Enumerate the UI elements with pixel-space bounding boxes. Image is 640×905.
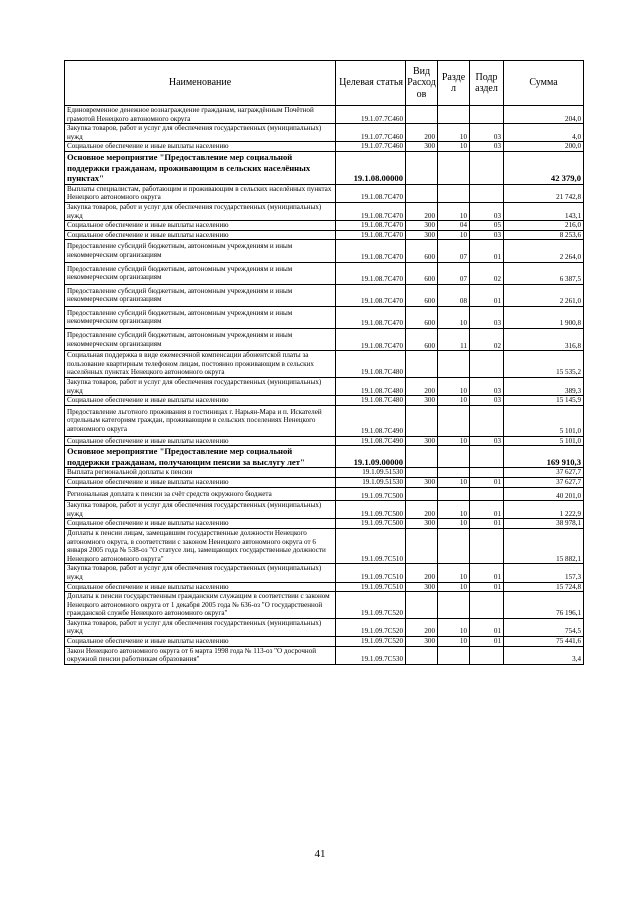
table-row [65,230,584,240]
row-target-article: 19.1.09.51530 [336,468,406,478]
row-section [438,184,470,202]
row-sum: 169 910,3 [504,446,584,468]
row-sum: 157,3 [504,564,584,582]
row-target-article: 19.1.09.7С530 [336,646,406,664]
row-target-article: 19.1.08.7С490 [336,436,406,446]
row-name: Закупка товаров, работ и услуг для обеспечения государственных (муниципальных) нужд [65,564,336,582]
row-target-article: 19.1.07.7С460 [336,142,406,152]
row-target-article: 19.1.08.7С470 [336,329,406,351]
row-sum: 1 222,9 [504,501,584,519]
row-subsection: 01 [470,564,504,582]
row-expense-type [406,151,438,184]
row-target-article: 19.1.09.7С510 [336,582,406,592]
row-sum: 40 201,0 [504,487,584,501]
row-target-article: 19.1.09.7С500 [336,487,406,501]
table-row [65,646,584,664]
row-section: 10 [438,230,470,240]
budget-table [64,60,584,665]
row-target-article: 19.1.09.7С520 [336,618,406,636]
row-expense-type: 300 [406,519,438,529]
row-sum: 5 101,0 [504,436,584,446]
table-header-row [65,61,584,106]
row-name: Предоставление субсидий бюджетным, автономным учреждениям и иным некоммерческим организациям [65,306,336,328]
row-expense-type: 600 [406,306,438,328]
row-subsection [470,151,504,184]
row-name: Социальное обеспечение и иные выплаты населению [65,142,336,152]
row-subsection: 01 [470,618,504,636]
table-row [65,151,584,184]
row-expense-type: 600 [406,284,438,306]
row-sum: 143,1 [504,202,584,220]
row-expense-type [406,106,438,124]
row-name: Социальное обеспечение и иные выплаты населению [65,221,336,231]
table-body [65,106,584,665]
table-row [65,468,584,478]
row-section: 10 [438,501,470,519]
row-subsection [470,106,504,124]
row-subsection [470,592,504,619]
table-row [65,446,584,468]
header-target-article: Целевая статья [336,61,406,106]
row-name: Основное мероприятие "Предоставление мер социальной поддержки гражданам, получающим пенсии за выслугу лет" [65,446,336,468]
row-target-article: 19.1.08.7С480 [336,396,406,406]
row-name: Социальная поддержка в виде ежемесячной компенсации абонентской платы за пользование квартирным телефоном лицам, постоянно проживающим в сельских населённых пунктах Ненецкого автономного округа [65,351,336,378]
row-expense-type [406,468,438,478]
row-sum: 37 627,7 [504,477,584,487]
row-expense-type: 300 [406,396,438,406]
row-name: Социальное обеспечение и иные выплаты населению [65,477,336,487]
row-sum: 21 742,8 [504,184,584,202]
table-row [65,240,584,262]
row-target-article: 19.1.08.7С470 [336,221,406,231]
row-target-article: 19.1.07.7С460 [336,124,406,142]
row-expense-type: 600 [406,262,438,284]
row-subsection [470,446,504,468]
row-name: Закупка товаров, работ и услуг для обеспечения государственных (муниципальных) нужд [65,378,336,396]
row-sum: 38 978,1 [504,519,584,529]
row-sum: 754,5 [504,618,584,636]
row-section: 10 [438,618,470,636]
row-target-article: 19.1.08.7С470 [336,284,406,306]
row-name: Закупка товаров, работ и услуг для обеспечения государственных (муниципальных) нужд [65,202,336,220]
row-sum: 1 900,8 [504,306,584,328]
row-expense-type [406,446,438,468]
row-section [438,592,470,619]
table-row [65,436,584,446]
row-subsection [470,487,504,501]
row-target-article: 19.1.09.7С500 [336,501,406,519]
row-target-article: 19.1.09.00000 [336,446,406,468]
table-row [65,221,584,231]
row-subsection: 05 [470,221,504,231]
row-name: Предоставление субсидий бюджетным, автономным учреждениям и иным некоммерческим организациям [65,329,336,351]
row-expense-type: 300 [406,142,438,152]
table-row [65,477,584,487]
row-section: 10 [438,477,470,487]
row-name: Социальное обеспечение и иные выплаты населению [65,436,336,446]
row-target-article: 19.1.08.00000 [336,151,406,184]
row-name: Закупка товаров, работ и услуг для обеспечения государственных (муниципальных) нужд [65,501,336,519]
row-sum: 8 253,6 [504,230,584,240]
row-section: 10 [438,142,470,152]
header-sum: Сумма [504,61,584,106]
row-subsection: 02 [470,329,504,351]
row-subsection: 03 [470,202,504,220]
row-expense-type [406,646,438,664]
row-section [438,351,470,378]
row-section [438,468,470,478]
row-section [438,646,470,664]
row-subsection [470,528,504,563]
row-expense-type: 300 [406,436,438,446]
table-row [65,329,584,351]
row-expense-type [406,592,438,619]
row-target-article: 19.1.08.7С470 [336,306,406,328]
row-expense-type: 200 [406,501,438,519]
table-row [65,351,584,378]
row-name: Предоставление льготного проживания в гостиницах г. Нарьян-Мара и п. Искателей отдельным категориям граждан, проживающим в сельских поселениях Ненецкого автономного округа [65,405,336,436]
row-sum: 316,8 [504,329,584,351]
row-name: Социальное обеспечение и иные выплаты населению [65,637,336,647]
row-sum: 389,3 [504,378,584,396]
row-name: Доплаты к пенсии лицам, замещавшим государственные должности Ненецкого автономного округа, в соответствии с законом Ненецкого автономного округа от 6 января 2005 года № 538-оз "О статусе лиц, замещающих государственные должности Ненецкого автономного округа" [65,528,336,563]
header-subsection: Подр аздел [470,61,504,106]
row-name: Доплаты к пенсии государственным гражданским служащим в соответствии с законом Ненецкого автономного округа от 1 декабря 2005 года № 636-оз "О государственной гражданской службе Ненецкого автономного округа" [65,592,336,619]
row-subsection: 01 [470,582,504,592]
row-name: Региональная доплата к пенсии за счёт средств окружного бюджета [65,487,336,501]
table-row [65,184,584,202]
row-name: Социальное обеспечение и иные выплаты населению [65,582,336,592]
row-section: 10 [438,202,470,220]
row-section [438,106,470,124]
row-section: 10 [438,564,470,582]
row-expense-type: 200 [406,378,438,396]
row-sum: 216,0 [504,221,584,231]
row-sum: 200,0 [504,142,584,152]
row-expense-type: 300 [406,221,438,231]
row-target-article: 19.1.08.7С470 [336,262,406,284]
row-subsection: 01 [470,519,504,529]
row-target-article: 19.1.09.51530 [336,477,406,487]
table-row [65,564,584,582]
row-sum: 15 145,9 [504,396,584,406]
row-section: 08 [438,284,470,306]
row-subsection: 03 [470,230,504,240]
row-expense-type [406,405,438,436]
row-target-article: 19.1.09.7С500 [336,519,406,529]
table-row [65,378,584,396]
row-section: 04 [438,221,470,231]
row-expense-type: 200 [406,124,438,142]
row-target-article: 19.1.08.7С470 [336,240,406,262]
row-name: Предоставление субсидий бюджетным, автономным учреждениям и иным некоммерческим организациям [65,262,336,284]
table-row [65,618,584,636]
row-sum: 15 882,1 [504,528,584,563]
row-target-article: 19.1.09.7С520 [336,592,406,619]
row-subsection: 01 [470,240,504,262]
row-section [438,528,470,563]
table-row [65,528,584,563]
table-row [65,396,584,406]
row-expense-type: 200 [406,202,438,220]
table-row [65,582,584,592]
row-expense-type: 300 [406,477,438,487]
row-sum: 3,4 [504,646,584,664]
row-sum: 2 264,0 [504,240,584,262]
row-subsection: 03 [470,436,504,446]
row-subsection: 03 [470,306,504,328]
table-row [65,405,584,436]
row-name: Единовременное денежное вознаграждение гражданам, награждённым Почётной грамотой Ненецкого автономного округа [65,106,336,124]
row-expense-type: 300 [406,230,438,240]
row-name: Закупка товаров, работ и услуг для обеспечения государственных (муниципальных) нужд [65,618,336,636]
table-row [65,637,584,647]
row-name: Социальное обеспечение и иные выплаты населению [65,519,336,529]
row-sum: 15 535,2 [504,351,584,378]
row-subsection [470,351,504,378]
row-sum: 5 101,0 [504,405,584,436]
row-target-article: 19.1.09.7С520 [336,637,406,647]
table-row [65,306,584,328]
budget-table-page [64,60,583,665]
row-section: 10 [438,378,470,396]
row-name: Предоставление субсидий бюджетным, автономным учреждениям и иным некоммерческим организациям [65,284,336,306]
row-expense-type: 200 [406,564,438,582]
row-subsection: 03 [470,124,504,142]
row-sum: 2 261,0 [504,284,584,306]
row-subsection: 01 [470,477,504,487]
table-row [65,124,584,142]
row-sum: 6 387,5 [504,262,584,284]
row-expense-type: 600 [406,329,438,351]
table-row [65,262,584,284]
row-name: Закон Ненецкого автономного округа от 6 марта 1998 года № 113-оз "О досрочной окружной пенсии работникам образования" [65,646,336,664]
row-section: 07 [438,240,470,262]
row-sum: 4,0 [504,124,584,142]
row-expense-type: 600 [406,240,438,262]
row-name: Выплаты специалистам, работающим и проживающим в сельских населённых пунктах Ненецкого автономного округа [65,184,336,202]
row-subsection [470,405,504,436]
table-row [65,501,584,519]
row-target-article: 19.1.09.7С510 [336,564,406,582]
row-expense-type [406,528,438,563]
row-sum: 75 441,6 [504,637,584,647]
row-subsection: 01 [470,284,504,306]
table-row [65,202,584,220]
row-section: 10 [438,124,470,142]
row-expense-type: 200 [406,618,438,636]
row-subsection: 02 [470,262,504,284]
row-name: Социальное обеспечение и иные выплаты населению [65,396,336,406]
row-expense-type [406,487,438,501]
table-row [65,284,584,306]
row-subsection: 03 [470,378,504,396]
row-section [438,446,470,468]
row-section: 10 [438,436,470,446]
row-section [438,405,470,436]
row-expense-type [406,184,438,202]
row-target-article: 19.1.08.7С480 [336,351,406,378]
row-target-article: 19.1.08.7С470 [336,202,406,220]
row-sum: 15 724,8 [504,582,584,592]
row-sum: 76 196,1 [504,592,584,619]
row-target-article: 19.1.07.7С460 [336,106,406,124]
row-sum: 42 379,0 [504,151,584,184]
row-name: Социальное обеспечение и иные выплаты населению [65,230,336,240]
row-section: 10 [438,637,470,647]
row-subsection: 01 [470,501,504,519]
row-sum: 37 627,7 [504,468,584,478]
table-row [65,487,584,501]
table-row [65,519,584,529]
row-expense-type: 300 [406,582,438,592]
row-section [438,487,470,501]
table-row [65,142,584,152]
row-section [438,151,470,184]
row-subsection: 03 [470,396,504,406]
row-section: 07 [438,262,470,284]
header-expense-type: Вид Расход ов [406,61,438,106]
row-section: 10 [438,396,470,406]
row-section: 11 [438,329,470,351]
row-sum: 204,0 [504,106,584,124]
row-subsection: 01 [470,637,504,647]
row-expense-type [406,351,438,378]
row-subsection [470,646,504,664]
table-row [65,592,584,619]
row-expense-type: 300 [406,637,438,647]
row-target-article: 19.1.08.7С470 [336,184,406,202]
row-section: 10 [438,582,470,592]
row-name: Основное мероприятие "Предоставление мер социальной поддержки гражданам, проживающим в сельских населённых пунктах" [65,151,336,184]
header-name: Наименование [65,61,336,106]
row-target-article: 19.1.09.7С510 [336,528,406,563]
page-number: 41 [314,848,326,860]
row-section: 10 [438,519,470,529]
table-row [65,106,584,124]
row-section: 10 [438,306,470,328]
row-name: Закупка товаров, работ и услуг для обеспечения государственных (муниципальных) нужд [65,124,336,142]
row-subsection [470,468,504,478]
row-target-article: 19.1.08.7С480 [336,378,406,396]
row-target-article: 19.1.08.7С470 [336,230,406,240]
row-target-article: 19.1.08.7С490 [336,405,406,436]
row-name: Выплата региональной доплаты к пенсии [65,468,336,478]
row-name: Предоставление субсидий бюджетным, автономным учреждениям и иным некоммерческим организациям [65,240,336,262]
row-subsection [470,184,504,202]
row-subsection: 03 [470,142,504,152]
header-section: Разде л [438,61,470,106]
